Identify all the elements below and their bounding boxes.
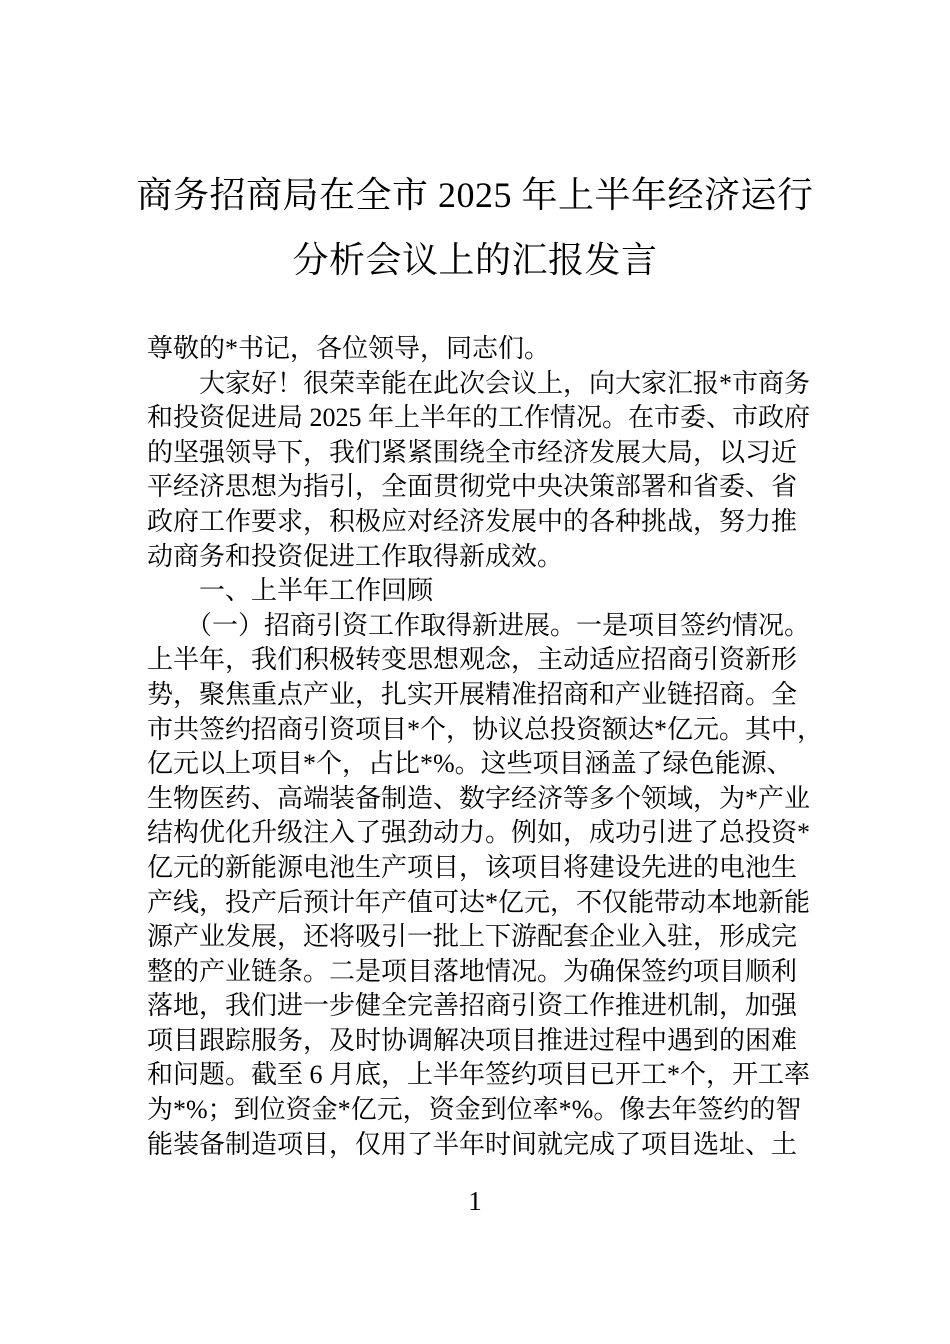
- text-line: 亿元的新能源电池生产项目，该项目将建设先进的电池生: [147, 852, 798, 882]
- text-line: 能装备制造项目，仅用了半年时间就完成了项目选址、土: [147, 1129, 798, 1159]
- document-title: [0, 163, 950, 293]
- text-line: 产线，投产后预计年产值可达*亿元，不仅能带动本地新能: [147, 887, 811, 917]
- text-line: 市共签约招商引资项目*个，协议总投资额达*亿元。其中，: [147, 714, 824, 744]
- text-line: 动商务和投资促进工作取得新成效。: [147, 541, 564, 571]
- text-line: 平经济思想为指引，全面贯彻党中央决策部署和省委、省: [147, 472, 798, 502]
- text-line: 生物医药、高端装备制造、数字经济等多个领域，为*产业: [147, 783, 811, 813]
- text-line: 落地，我们进一步健全完善招商引资工作推进机制，加强: [147, 991, 798, 1021]
- text-line: 一、上半年工作回顾: [147, 576, 434, 606]
- text-line: 整的产业链条。二是项目落地情况。为确保签约项目顺利: [147, 956, 798, 986]
- text-line: 政府工作要求，积极应对经济发展中的各种挑战，努力推: [147, 506, 798, 536]
- text-line: 和问题。截至 6 月底，上半年签约项目已开工*个，开工率: [147, 1060, 811, 1090]
- text-line: 亿元以上项目*个，占比*%。这些项目涵盖了绿色能源、: [147, 749, 793, 779]
- text-line: 项目跟踪服务，及时协调解决项目推进过程中遇到的困难: [147, 1025, 798, 1055]
- text-line: 源产业发展，还将吸引一批上下游配套企业入驻，形成完: [147, 922, 798, 952]
- text-line: 大家好！很荣幸能在此次会议上，向大家汇报*市商务: [147, 368, 811, 398]
- text-line: 上半年，我们积极转变思想观念，主动适应招商引资新形: [147, 645, 798, 675]
- title-line: 商务招商局在全市 2025 年上半年经济运行: [136, 175, 814, 215]
- text-line: 尊敬的*书记，各位领导，同志们。: [147, 334, 551, 363]
- page-number: 1: [468, 1186, 482, 1216]
- text-line: 势，聚焦重点产业，扎实开展精准招商和产业链招商。全: [147, 679, 798, 709]
- document-body: [147, 332, 837, 1162]
- text-line: 和投资促进局 2025 年上半年的工作情况。在市委、市政府: [147, 403, 811, 433]
- text-line: 的坚强领导下，我们紧紧围绕全市经济发展大局，以习近: [147, 437, 798, 467]
- text-line: 结构优化升级注入了强劲动力。例如，成功引进了总投资*: [147, 818, 811, 848]
- text-line: （一）招商引资工作取得新进展。一是项目签约情况。: [147, 610, 811, 640]
- title-line: 分析会议上的汇报发言: [292, 240, 658, 280]
- text-line: 为*%；到位资金*亿元，资金到位率*%。像去年签约的智: [147, 1095, 802, 1125]
